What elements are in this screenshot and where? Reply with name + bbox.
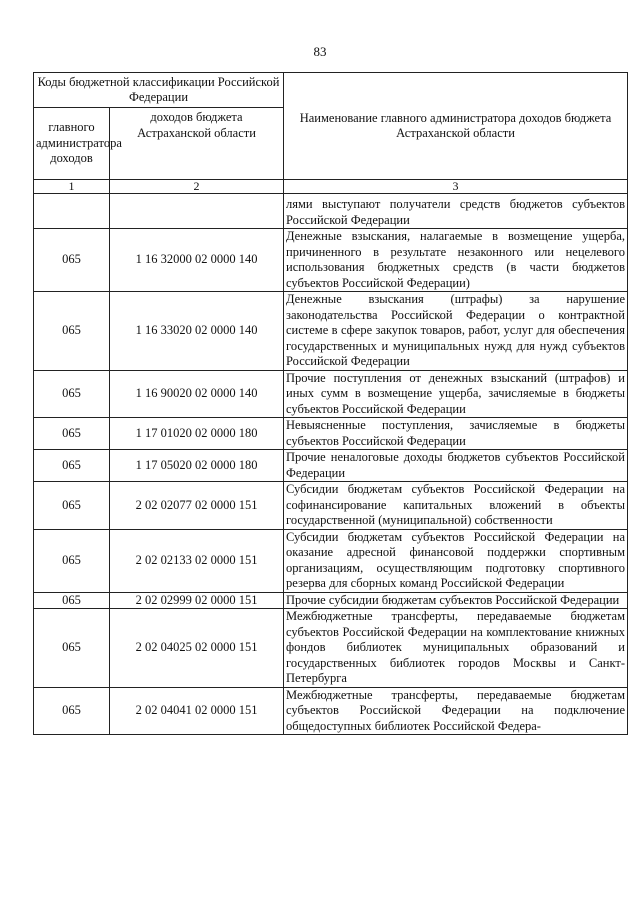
admin-code-cell: 065	[34, 418, 110, 450]
name-cell: Межбюджетные трансферты, передаваемые бюджетам субъектов Российской Федерации на подключение общедоступных библиотек Российской Федера-	[284, 687, 628, 735]
admin-code-cell: 065	[34, 229, 110, 292]
column-number: 1	[34, 180, 110, 194]
name-cell: лями выступают получатели средств бюджетов субъектов Российской Федерации	[284, 194, 628, 229]
admin-code-cell: 065	[34, 292, 110, 371]
income-code-cell: 2 02 04041 02 0000 151	[110, 687, 284, 735]
budget-classification-table	[33, 72, 628, 735]
name-cell: Прочие субсидии бюджетам субъектов Российской Федерации	[284, 592, 628, 609]
name-cell: Денежные взыскания, налагаемые в возмещение ущерба, причиненного в результате незаконного или нецелевого использования бюджетных средств (в части бюджетов субъектов Российской Федерации)	[284, 229, 628, 292]
name-cell: Субсидии бюджетам субъектов Российской Федерации на оказание адресной финансовой поддержки спортивным организациям, осуществляющим подготовку спортивного резерва для сборных команд Российской Федерации	[284, 529, 628, 592]
table-row	[34, 687, 628, 735]
admin-code-cell: 065	[34, 609, 110, 688]
table-row	[34, 482, 628, 530]
admin-code-cell: 065	[34, 482, 110, 530]
income-code-cell: 1 17 01020 02 0000 180	[110, 418, 284, 450]
header-column-admin: главного администратора доходов	[34, 108, 110, 180]
table-row	[34, 529, 628, 592]
header-column-income: доходов бюджета Астраханской области	[110, 108, 284, 180]
income-code-cell: 1 16 33020 02 0000 140	[110, 292, 284, 371]
table-row	[34, 418, 628, 450]
admin-code-cell: 065	[34, 592, 110, 609]
header-group-title: Коды бюджетной классификации Российской Федерации	[34, 73, 284, 108]
column-number: 3	[284, 180, 628, 194]
table-row	[34, 609, 628, 688]
income-code-cell: 2 02 02077 02 0000 151	[110, 482, 284, 530]
name-cell: Прочие поступления от денежных взысканий (штрафов) и иных сумм в возмещение ущерба, зачисляемые в бюджеты субъектов Российской Федерации	[284, 370, 628, 418]
name-cell: Невыясненные поступления, зачисляемые в бюджеты субъектов Российской Федерации	[284, 418, 628, 450]
page-number: 83	[313, 44, 327, 59]
admin-code-cell	[34, 194, 110, 229]
admin-code-cell: 065	[34, 450, 110, 482]
income-code-cell: 2 02 02999 02 0000 151	[110, 592, 284, 609]
income-code-cell: 2 02 02133 02 0000 151	[110, 529, 284, 592]
name-cell: Субсидии бюджетам субъектов Российской Федерации на софинансирование капитальных вложений в объекты государственной (муниципальной) собственности	[284, 482, 628, 530]
table-row	[34, 229, 628, 292]
name-cell: Прочие неналоговые доходы бюджетов субъектов Российской Федерации	[284, 450, 628, 482]
name-cell: Денежные взыскания (штрафы) за нарушение законодательства Российской Федерации о контрактной системе в сфере закупок товаров, работ, услуг для обеспечения государственных и муниципальных нужд для нужд субъектов Российской Федерации	[284, 292, 628, 371]
table-row	[34, 450, 628, 482]
header-column-name: Наименование главного администратора доходов бюджета Астраханской области	[284, 73, 628, 180]
income-code-cell: 1 16 32000 02 0000 140	[110, 229, 284, 292]
admin-code-cell: 065	[34, 687, 110, 735]
column-number: 2	[110, 180, 284, 194]
table-row	[34, 592, 628, 609]
income-code-cell: 2 02 04025 02 0000 151	[110, 609, 284, 688]
table-row	[34, 370, 628, 418]
admin-code-cell: 065	[34, 529, 110, 592]
admin-code-cell: 065	[34, 370, 110, 418]
table-row	[34, 194, 628, 229]
name-cell: Межбюджетные трансферты, передаваемые бюджетам субъектов Российской Федерации на комплектование книжных фондов библиотек муниципальных образований и государственных библиотек городов Москвы и Санкт-Петербурга	[284, 609, 628, 688]
income-code-cell: 1 17 05020 02 0000 180	[110, 450, 284, 482]
income-code-cell: 1 16 90020 02 0000 140	[110, 370, 284, 418]
table-row	[34, 292, 628, 371]
income-code-cell	[110, 194, 284, 229]
